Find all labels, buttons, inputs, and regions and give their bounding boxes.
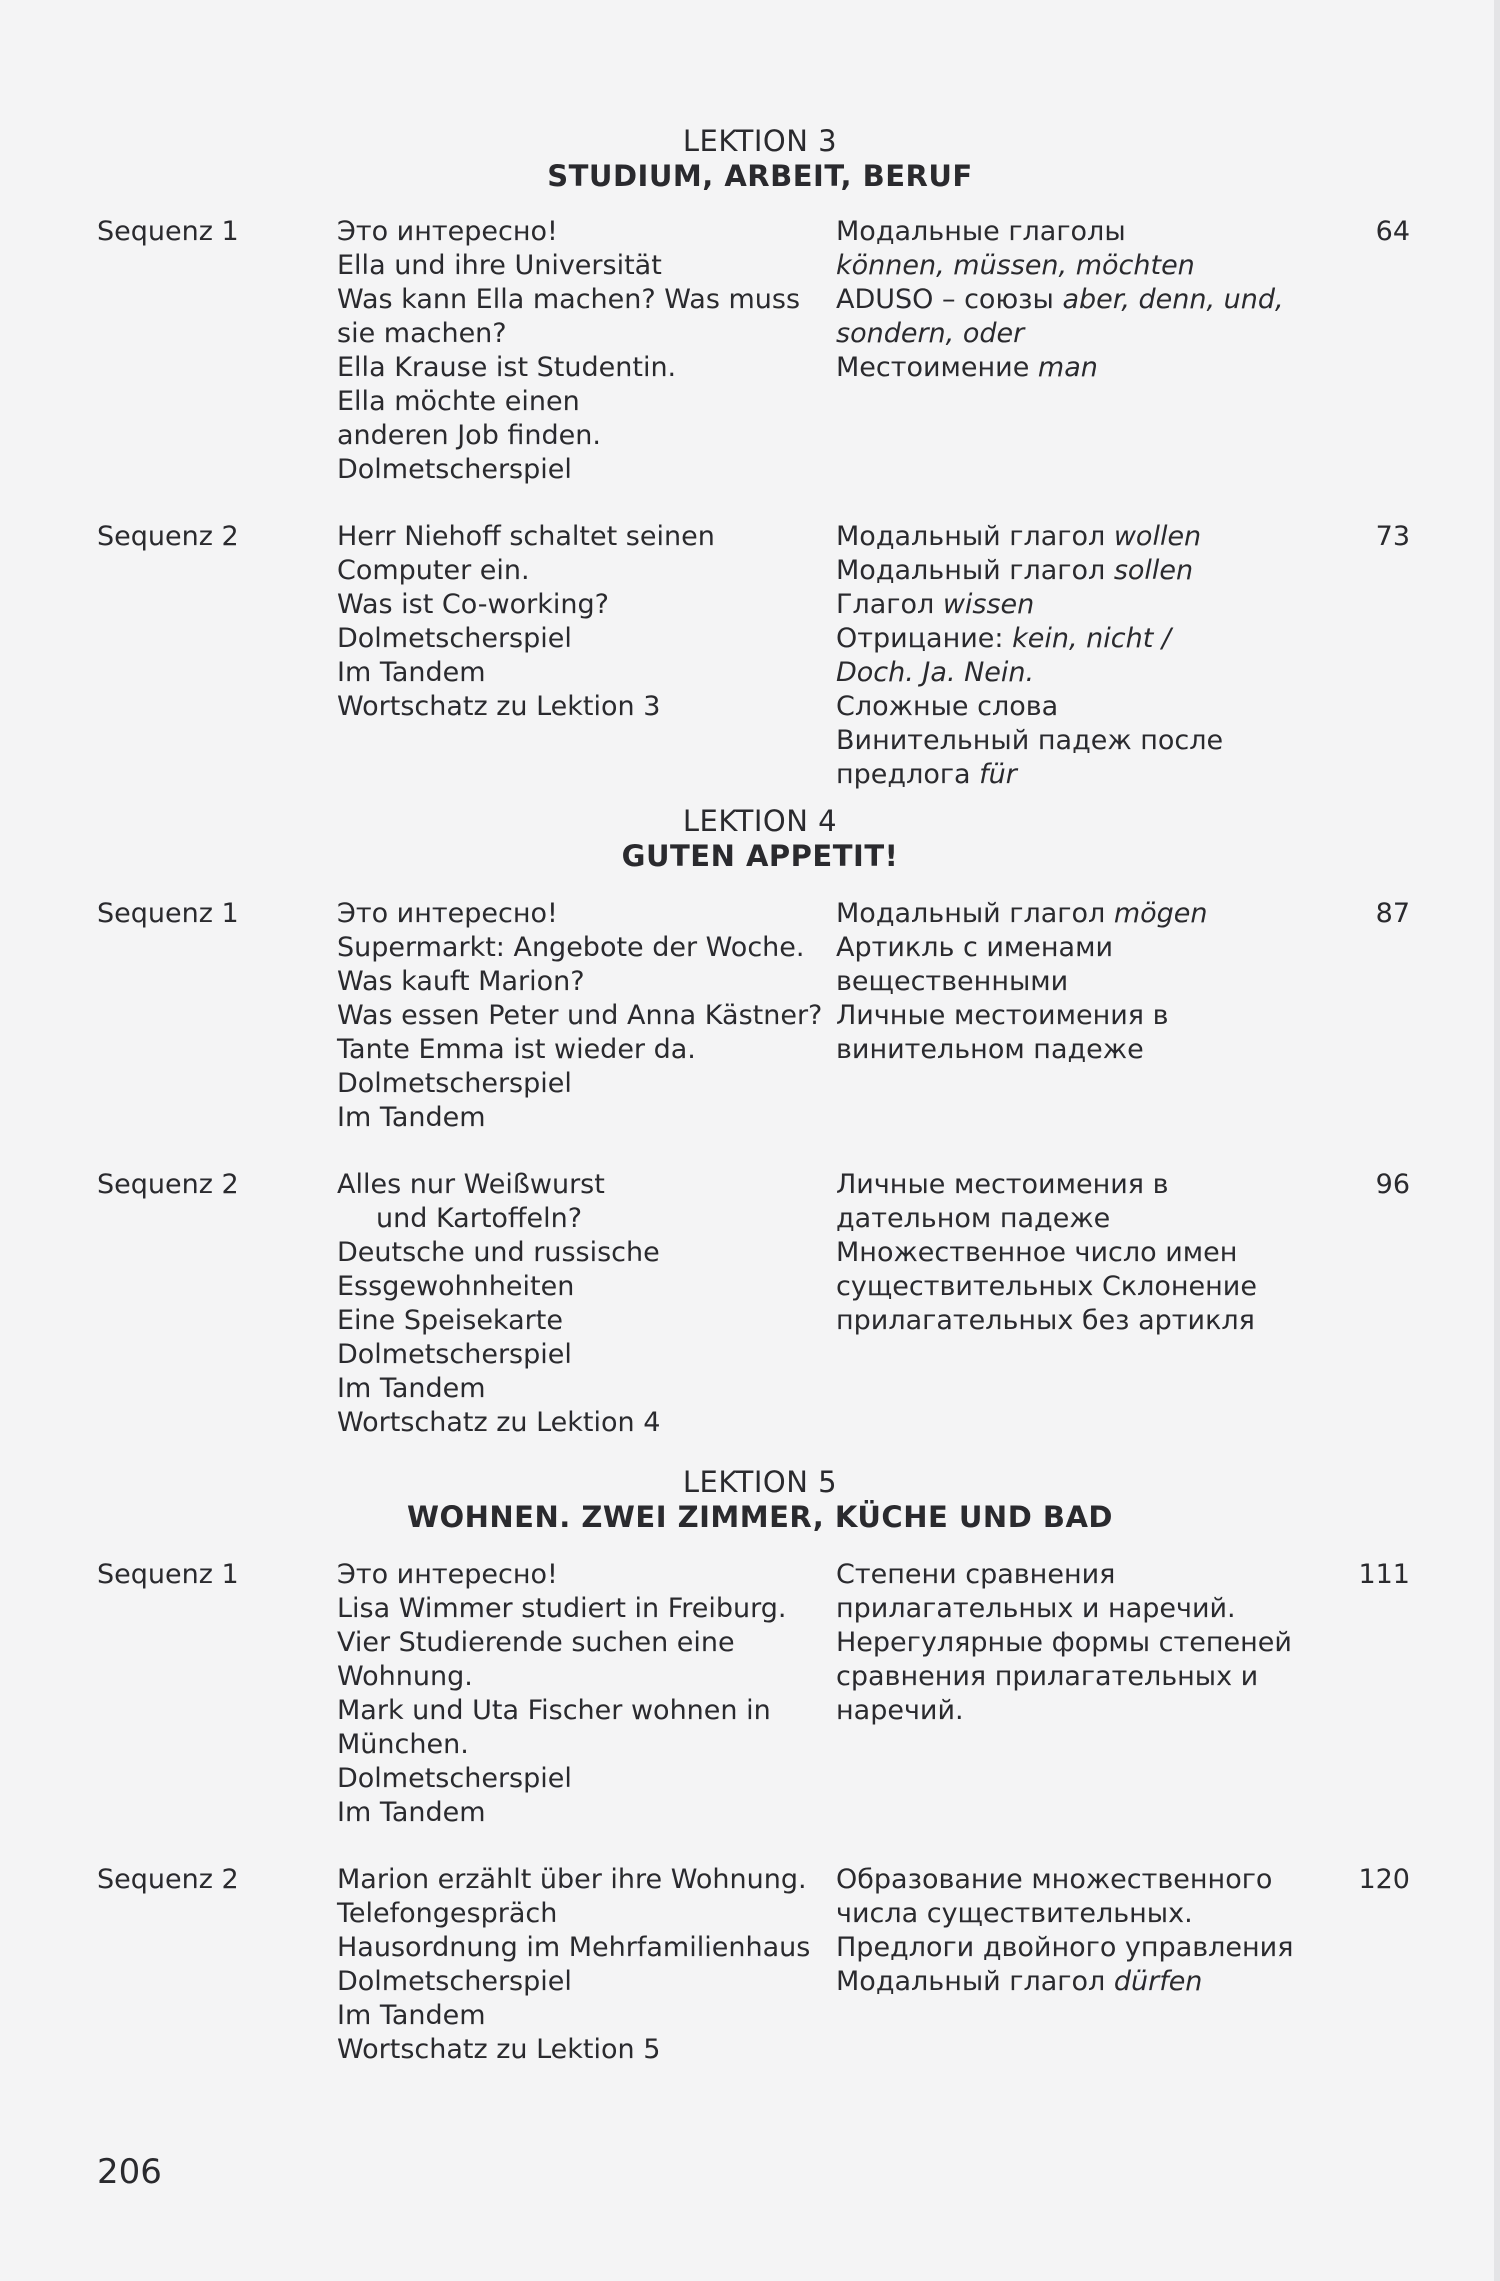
text-title: Hausordnung im Mehrfamilienhaus — [337, 1932, 811, 1963]
text-title: Marion erzählt über ihre Wohnung. — [337, 1864, 807, 1895]
text-title: Was kann Ella machen? Was muss — [337, 284, 801, 315]
grammar-text: ADUSO – союзы — [836, 284, 1063, 315]
grammar-line — [836, 1304, 1306, 1338]
grammar-line — [836, 999, 1306, 1033]
grammar-text: Множественное число имен — [836, 1237, 1238, 1268]
lesson-number: LEKTION 5 — [682, 1465, 838, 1499]
grammar-line — [836, 1931, 1306, 1965]
text-title: Computer ein. — [337, 555, 530, 586]
grammar-line — [836, 1626, 1306, 1660]
text-title: Vier Studierende suchen eine — [337, 1627, 735, 1658]
text-title: Это интересно! — [337, 216, 558, 247]
lesson-theme: STUDIUM, ARBEIT, BERUF — [547, 159, 973, 193]
text-title: Telefongespräch — [337, 1898, 558, 1929]
lesson-theme: GUTEN APPETIT! — [621, 839, 899, 873]
grammar-text: дательном падеже — [836, 1203, 1111, 1234]
grammar-line — [836, 1168, 1306, 1202]
lesson-heading — [340, 124, 1180, 194]
grammar-text: Степени сравнения — [836, 1559, 1116, 1590]
grammar-line — [836, 1202, 1306, 1236]
grammar-text: Предлоги двойного управления — [836, 1932, 1294, 1963]
text-title: sie machen? — [337, 318, 507, 349]
text-title: Dolmetscherspiel — [337, 1339, 572, 1370]
text-title: Eine Speisekarte — [337, 1305, 563, 1336]
grammar-term: wissen — [942, 589, 1035, 620]
texts-column — [337, 1863, 827, 2067]
grammar-term: kein, nicht / — [1012, 623, 1171, 654]
grammar-term: dürfen — [1113, 1966, 1203, 1997]
grammar-line — [836, 588, 1306, 622]
grammar-line — [836, 965, 1306, 999]
grammar-line — [836, 317, 1306, 351]
grammar-line — [836, 215, 1306, 249]
text-title: Wortschatz zu Lektion 5 — [337, 2034, 661, 2065]
text-title: Tante Emma ist wieder da. — [337, 1034, 696, 1065]
grammar-term: für — [979, 759, 1017, 790]
sequence-page-number: 73 — [1375, 521, 1410, 552]
grammar-line — [836, 1270, 1306, 1304]
grammar-line — [836, 724, 1306, 758]
page-edge — [1494, 0, 1500, 2281]
grammar-line — [836, 520, 1306, 554]
grammar-term: man — [1037, 352, 1098, 383]
sequence-label: Sequenz 2 — [97, 1169, 239, 1200]
sequence-label: Sequenz 1 — [97, 1559, 239, 1590]
grammar-line — [836, 554, 1306, 588]
grammar-line — [836, 931, 1306, 965]
grammar-line — [836, 1236, 1306, 1270]
text-title: Essgewohnheiten — [337, 1271, 575, 1302]
text-title: anderen Job finden. — [337, 420, 601, 451]
grammar-term: Doch. Ja. Nein. — [836, 657, 1035, 688]
grammar-line — [836, 897, 1306, 931]
text-title: Herr Niehoff schaltet seinen — [337, 521, 715, 552]
grammar-line — [836, 351, 1306, 385]
grammar-term: wollen — [1113, 521, 1202, 552]
grammar-text: Отрицание: — [836, 623, 1013, 654]
sequence-label: Sequenz 2 — [97, 1864, 239, 1895]
text-title: Was essen Peter und Anna Kästner? — [337, 1000, 823, 1031]
text-title: Im Tandem — [337, 1373, 486, 1404]
text-title: Lisa Wimmer studiert in Freiburg. — [337, 1593, 787, 1624]
text-title: München. — [337, 1729, 469, 1760]
text-title: Wortschatz zu Lektion 3 — [337, 691, 661, 722]
lesson-number: LEKTION 4 — [682, 804, 838, 838]
grammar-text: Модальные глаголы — [836, 216, 1126, 247]
grammar-line — [836, 758, 1306, 792]
text-title: Deutsche und russische — [337, 1237, 660, 1268]
grammar-term: sollen — [1113, 555, 1194, 586]
sequence-label: Sequenz 1 — [97, 898, 239, 929]
grammar-line — [836, 622, 1306, 656]
grammar-column — [836, 1863, 1306, 1999]
grammar-text: винительном падеже — [836, 1034, 1144, 1065]
lesson-heading — [340, 804, 1180, 874]
grammar-line — [836, 1897, 1306, 1931]
grammar-text: Модальный глагол — [836, 521, 1114, 552]
text-title: Dolmetscherspiel — [337, 1763, 572, 1794]
texts-column — [337, 1558, 827, 1830]
texts-column — [337, 1168, 827, 1440]
grammar-column — [836, 520, 1306, 792]
texts-column — [337, 520, 827, 724]
grammar-text: Модальный глагол — [836, 898, 1114, 929]
text-title: Wortschatz zu Lektion 4 — [337, 1407, 661, 1438]
sequence-label: Sequenz 2 — [97, 521, 239, 552]
text-title: Dolmetscherspiel — [337, 1068, 572, 1099]
grammar-text: прилагательных без артикля — [836, 1305, 1255, 1336]
texts-column — [337, 215, 827, 487]
lesson-heading — [340, 1465, 1180, 1535]
sequence-page-number: 120 — [1358, 1864, 1410, 1895]
text-title: Mark und Uta Fischer wohnen in — [337, 1695, 771, 1726]
page-number: 206 — [97, 2152, 162, 2192]
text-title: Im Tandem — [337, 657, 486, 688]
text-title: Это интересно! — [337, 1559, 558, 1590]
grammar-line — [836, 656, 1306, 690]
text-title: Was ist Co-working? — [337, 589, 609, 620]
grammar-text: Личные местоимения в — [836, 1169, 1169, 1200]
grammar-text: наречий. — [836, 1695, 964, 1726]
grammar-text: предлога — [836, 759, 980, 790]
grammar-line — [836, 1694, 1306, 1728]
grammar-text: существительных Склонение — [836, 1271, 1257, 1302]
grammar-text: Винительный падеж после — [836, 725, 1224, 756]
grammar-text: Модальный глагол — [836, 1966, 1114, 1997]
text-title: Was kauft Marion? — [337, 966, 585, 997]
grammar-line — [836, 1660, 1306, 1694]
grammar-text: Сложные слова — [836, 691, 1059, 722]
text-title: Im Tandem — [337, 1797, 486, 1828]
grammar-line — [836, 1863, 1306, 1897]
text-title: Ella möchte einen — [337, 386, 580, 417]
grammar-line — [836, 283, 1306, 317]
grammar-text: числа существительных. — [836, 1898, 1193, 1929]
sequence-page-number: 96 — [1375, 1169, 1410, 1200]
grammar-line — [836, 249, 1306, 283]
text-title: Wohnung. — [337, 1661, 473, 1692]
grammar-text: сравнения прилагательных и — [836, 1661, 1259, 1692]
grammar-line — [836, 690, 1306, 724]
grammar-column — [836, 897, 1306, 1067]
grammar-text: Местоимение — [836, 352, 1038, 383]
sequence-page-number: 64 — [1375, 216, 1410, 247]
text-title: Dolmetscherspiel — [337, 1966, 572, 1997]
grammar-line — [836, 1965, 1306, 1999]
grammar-text: вещественными — [836, 966, 1069, 997]
lesson-theme: WOHNEN. ZWEI ZIMMER, KÜCHE UND BAD — [407, 1500, 1113, 1534]
grammar-term: mögen — [1113, 898, 1208, 929]
grammar-column — [836, 1558, 1306, 1728]
grammar-term: können, müssen, möchten — [836, 250, 1195, 281]
grammar-text: Нерегулярные формы степеней — [836, 1627, 1292, 1658]
text-title: Ella und ihre Universität — [337, 250, 662, 281]
text-title: Ella Krause ist Studentin. — [337, 352, 677, 383]
grammar-text: Личные местоимения в — [836, 1000, 1169, 1031]
text-title: Alles nur Weißwurst — [337, 1169, 605, 1200]
grammar-term: sondern, oder — [836, 318, 1025, 349]
grammar-term: aber, denn, und, — [1062, 284, 1284, 315]
grammar-line — [836, 1558, 1306, 1592]
sequence-label: Sequenz 1 — [97, 216, 239, 247]
text-title: Dolmetscherspiel — [337, 623, 572, 654]
grammar-line — [836, 1033, 1306, 1067]
sequence-page-number: 87 — [1375, 898, 1410, 929]
grammar-text: прилагательных и наречий. — [836, 1593, 1236, 1624]
text-title: Это интересно! — [337, 898, 558, 929]
lesson-number: LEKTION 3 — [682, 124, 838, 158]
grammar-text: Модальный глагол — [836, 555, 1114, 586]
grammar-text: Артикль с именами — [836, 932, 1114, 963]
grammar-column — [836, 1168, 1306, 1338]
text-title: Im Tandem — [337, 2000, 486, 2031]
sequence-page-number: 111 — [1358, 1559, 1410, 1590]
grammar-text: Образование множественного — [836, 1864, 1273, 1895]
text-title: Dolmetscherspiel — [337, 454, 572, 485]
text-title: Im Tandem — [337, 1102, 486, 1133]
grammar-text: Глагол — [836, 589, 943, 620]
texts-column — [337, 897, 827, 1135]
text-title: Supermarkt: Angebote der Woche. — [337, 932, 805, 963]
text-title: und Kartoffeln? — [376, 1203, 583, 1234]
grammar-line — [836, 1592, 1306, 1626]
grammar-column — [836, 215, 1306, 385]
